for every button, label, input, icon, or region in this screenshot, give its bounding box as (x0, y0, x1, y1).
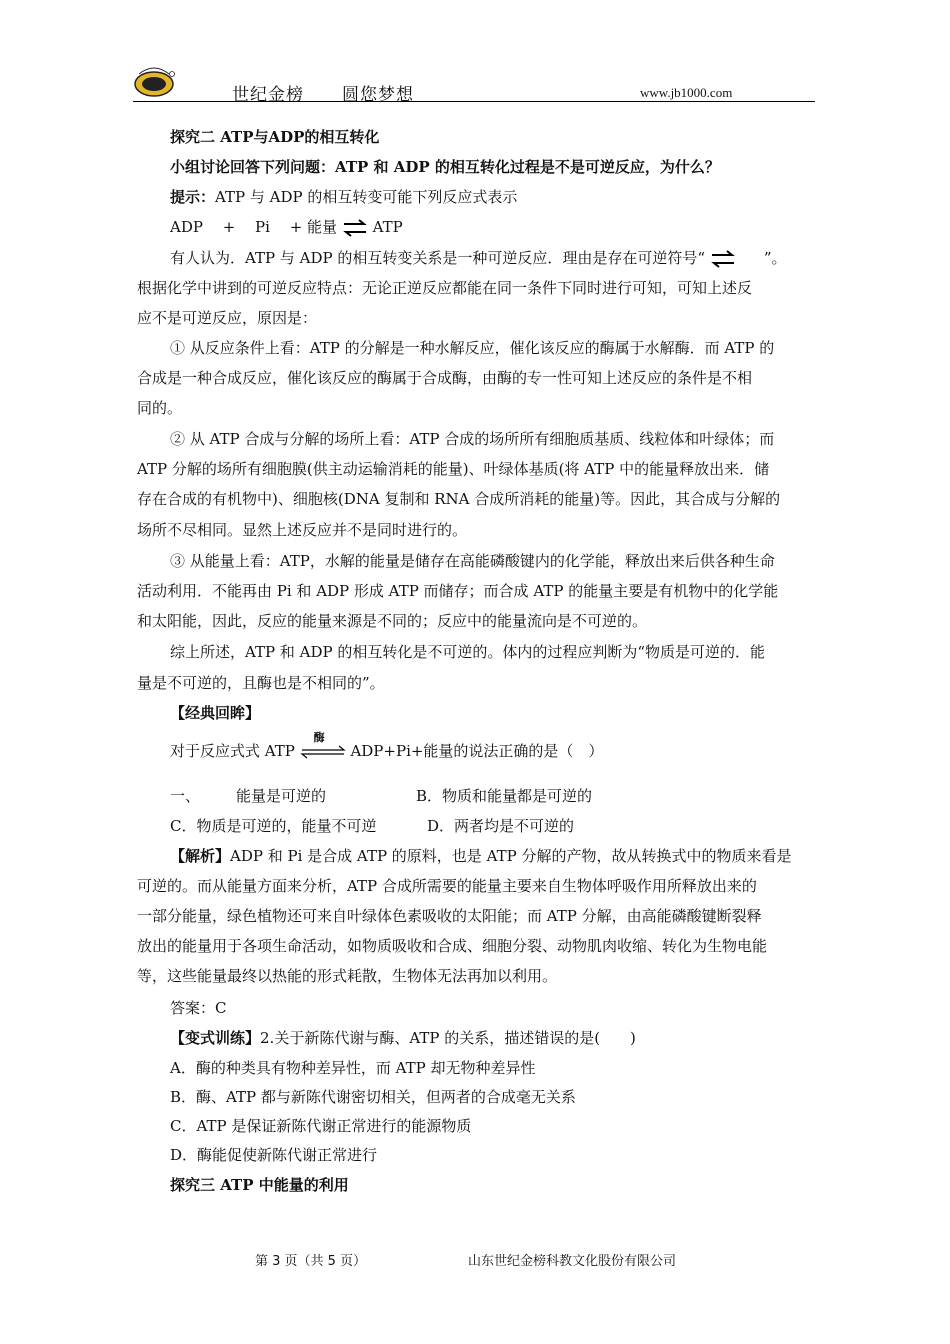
reversible-arrow-icon (342, 219, 368, 237)
company-logo (133, 62, 175, 100)
equation-line (170, 217, 403, 237)
analysis-line-1 (170, 846, 791, 866)
variant-option-d: D．酶能促使新陈代谢正常进行 (170, 1146, 378, 1164)
para-3-line-2: ATP 分解的场所有细胞膜(供主动运输消耗的能量)、叶绿体基质(将 ATP 中的能量释放出来．储 (137, 460, 770, 478)
section-3-title: 探究三 ATP 中能量的利用 (170, 1176, 349, 1194)
option-c: C．物质是可逆的，能量不可逆 (170, 817, 377, 835)
para-5-line-1: 综上所述，ATP 和 ADP 的相互转化是不可逆的。体内的过程应判断为“物质是可逆的．能 (170, 643, 766, 661)
option-a-number: 一、 (170, 787, 201, 805)
slogan-left: 世纪金榜 (232, 85, 304, 105)
para-2-line-1: ① 从反应条件上看：ATP 的分解是一种水解反应，催化该反应的酶属于水解酶．而 ATP 的 (170, 339, 775, 357)
slogan-right: 圆您梦想 (342, 85, 414, 105)
classic-question (170, 731, 604, 762)
analysis-label: 【解析】 (170, 847, 231, 865)
answer: 答案：C (170, 999, 227, 1017)
header-divider (133, 101, 815, 102)
reversible-arrow-icon (300, 742, 346, 762)
para-1-line-3: 应不是可逆反应，原因是： (137, 309, 318, 327)
analysis-line-4: 放出的能量用于各项生命活动，如物质吸收和合成、细胞分裂、动物肌肉收缩、转化为生物电能 (137, 937, 768, 955)
para-3-line-3: 存在合成的有机物中)、细胞核(DNA 复制和 RNA 合成所消耗的能量)等。因此，其合成与分解的 (137, 490, 781, 508)
reversible-arrow-icon (710, 250, 736, 268)
analysis-line-5: 等，这些能量最终以热能的形式耗散，生物体无法再加以利用。 (137, 967, 558, 985)
classic-review-title: 【经典回眸】 (170, 704, 261, 722)
para-4-line-1: ③ 从能量上看：ATP，水解的能量是储存在高能磷酸键内的化学能，释放出来后供各种生命 (170, 552, 775, 570)
hint-text: ATP 与 ADP 的相互转变可能下列反应式表示 (215, 188, 518, 206)
enzyme-label: 酶 (313, 731, 325, 744)
para-3-line-1: ② 从 ATP 合成与分解的场所上看：ATP 合成的场所所有细胞质基质、线粒体和叶绿体；而 (170, 430, 775, 448)
para-4-line-2: 活动利用．不能再由 Pi 和 ADP 形成 ATP 而储存；而合成 ATP 的能量主要是有机物中的化学能 (137, 582, 779, 600)
variant-option-b: B．酶、ATP 都与新陈代谢密切相关，但两者的合成毫无关系 (170, 1088, 576, 1106)
para-1-line-1 (170, 248, 787, 268)
footer-company: 山东世纪金榜科教文化股份有限公司 (468, 1254, 677, 1269)
hint-line (170, 187, 517, 207)
footer-page-number: 第 3 页（共 5 页） (255, 1254, 367, 1269)
section-2-title: 探究二 ATP与ADP的相互转化 (170, 128, 380, 146)
variant-label: 【变式训练】 (170, 1029, 261, 1047)
para-5-line-2: 量是不可逆的，且酶也是不相同的”。 (137, 674, 385, 692)
option-b: B．物质和能量都是可逆的 (416, 787, 593, 805)
para-2-line-2: 合成是一种合成反应，催化该反应的酶属于合成酶，由酶的专一性可知上述反应的条件是不相 (137, 369, 753, 387)
option-row-1 (170, 786, 593, 806)
equation-right: ATP (372, 218, 403, 236)
option-a: 能量是可逆的 (236, 787, 327, 805)
hint-label: 提示： (170, 188, 216, 206)
para-1-line-2: 根据化学中讲到的可逆反应特点：无论正逆反应都能在同一条件下同时进行可知，可知上述反 (137, 279, 753, 297)
para-4-line-3: 和太阳能，因此，反应的能量来源是不同的；反应中的能量流向是不可逆的。 (137, 612, 648, 630)
question-part-b: ADP+Pi+能量的说法正确的是（ ） (350, 742, 604, 760)
analysis-line-3: 一部分能量，绿色植物还可来自叶绿体色素吸收的太阳能；而 ATP 分解，由高能磷酸键断裂释 (137, 907, 762, 925)
variant-text: 2.关于新陈代谢与酶、ATP 的关系，描述错误的是( ) (260, 1029, 636, 1047)
discussion-question: 小组讨论回答下列问题：ATP 和 ADP 的相互转化过程是不是可逆反应，为什么？ (170, 158, 720, 176)
analysis-line-2: 可逆的。而从能量方面来分析，ATP 合成所需要的能量主要来自生物体呼吸作用所释放出来的 (137, 877, 757, 895)
enzyme-arrow (300, 731, 346, 762)
analysis-text: ADP 和 Pi 是合成 ATP 的原料，也是 ATP 分解的产物，故从转换式中的物质来看是 (230, 847, 792, 865)
option-row-2 (170, 816, 575, 836)
variant-option-a: A．酶的种类具有物种差异性，而 ATP 却无物种差异性 (170, 1059, 536, 1077)
variant-question (170, 1028, 636, 1048)
variant-option-c: C．ATP 是保证新陈代谢正常进行的能源物质 (170, 1117, 472, 1135)
question-part-a: 对于反应式式 ATP (170, 742, 295, 760)
option-d: D．两者均是不可逆的 (427, 817, 575, 835)
para-1-text: 有人认为．ATP 与 ADP 的相互转变关系是一种可逆反应．理由是存在可逆符号“ (170, 249, 706, 267)
para-2-line-3: 同的。 (137, 399, 183, 417)
header-url[interactable]: www.jb1000.com (640, 85, 733, 100)
equation-left: ADP + Pi + 能量 (170, 218, 338, 236)
para-1-end: ”。 (763, 249, 787, 267)
para-3-line-4: 场所不尽相同。显然上述反应并不是同时进行的。 (137, 521, 468, 539)
